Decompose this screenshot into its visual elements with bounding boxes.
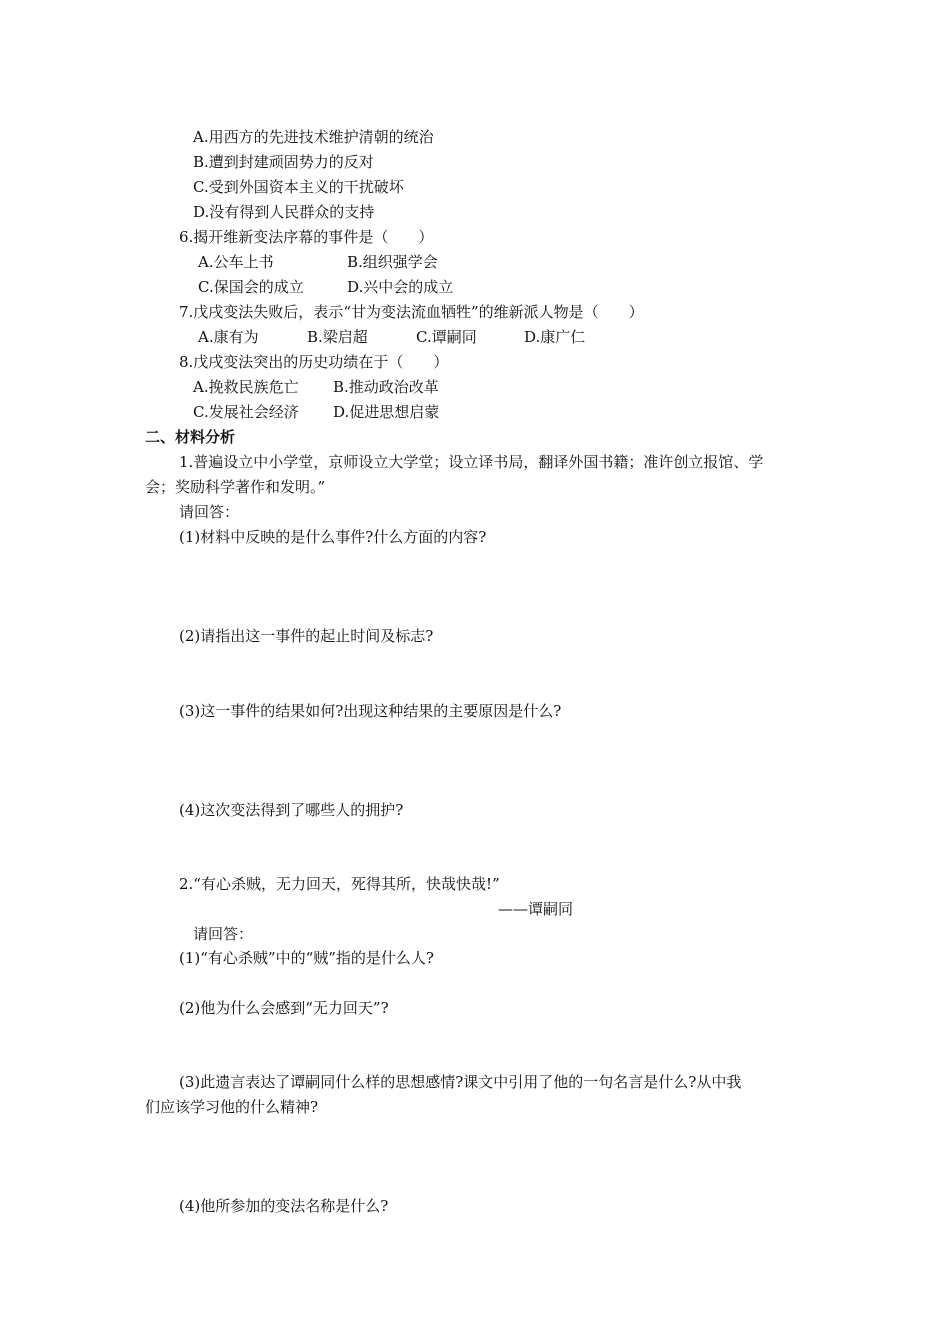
material-2-prompt: 请回答： [193, 925, 254, 943]
q5-option-b: B.遭到封建顽固势力的反对 [193, 153, 374, 171]
material-2-question-4: (4)他所参加的变法名称是什么? [179, 1197, 389, 1215]
q5-option-d: D.没有得到人民群众的支持 [193, 203, 375, 221]
q6-option-d: D.兴中会的成立 [347, 278, 454, 296]
q8-option-b: B.推动政治改革 [333, 378, 439, 396]
material-1-question-3: (3)这一事件的结果如何?出现这种结果的主要原因是什么? [179, 702, 562, 720]
material-1-question-4: (4)这次变法得到了哪些人的拥护? [179, 801, 404, 819]
material-1-question-1: (1)材料中反映的是什么事件?什么方面的内容? [179, 528, 487, 546]
material-1-prompt: 请回答： [179, 503, 240, 521]
q5-option-a: A.用西方的先进技术维护清朝的统治 [193, 128, 434, 146]
q7-stem: 7.戊戌变法失败后，表示“甘为变法流血牺牲”的维新派人物是（ ） [179, 303, 644, 321]
q5-option-c: C.受到外国资本主义的干扰破坏 [193, 178, 404, 196]
material-2-question-3-line-1: (3)此遗言表达了谭嗣同什么样的思想感情?课文中引用了他的一句名言是什么?从中我 [179, 1073, 742, 1091]
q7-option-a: A.康有为 [198, 328, 259, 346]
q6-option-c: C.保国会的成立 [198, 278, 304, 296]
material-1-question-2: (2)请指出这一事件的起止时间及标志? [179, 627, 434, 645]
material-2-question-1: (1)“有心杀贼”中的“贼”指的是什么人? [179, 949, 434, 967]
q6-option-a: A.公车上书 [198, 253, 274, 271]
section-heading: 二、材料分析 [145, 428, 236, 446]
material-1-line-2: 会；奖励科学著作和发明。” [145, 478, 326, 496]
material-2-question-3-line-2: 们应该学习他的什么精神? [145, 1098, 319, 1116]
material-2-attribution: ——谭嗣同 [498, 900, 574, 918]
q7-option-b: B.梁启超 [307, 328, 368, 346]
q8-stem: 8.戊戌变法突出的历史功绩在于（ ） [179, 353, 449, 371]
material-2-quote: 2.“有心杀贼，无力回天，死得其所，快哉快哉!” [179, 875, 500, 893]
material-1-line-1: 1.普遍设立中小学堂，京师设立大学堂；设立译书局，翻译外国书籍；准许创立报馆、学 [179, 453, 764, 471]
q6-stem: 6.揭开维新变法序幕的事件是（ ） [179, 228, 434, 246]
q8-option-c: C.发展社会经济 [193, 403, 299, 421]
q7-option-d: D.康广仁 [524, 328, 586, 346]
q8-option-a: A.挽救民族危亡 [193, 378, 299, 396]
material-2-question-2: (2)他为什么会感到“无力回天”? [179, 999, 389, 1017]
q8-option-d: D.促进思想启蒙 [333, 403, 440, 421]
q7-option-c: C.谭嗣同 [416, 328, 477, 346]
q6-option-b: B.组织强学会 [347, 253, 438, 271]
